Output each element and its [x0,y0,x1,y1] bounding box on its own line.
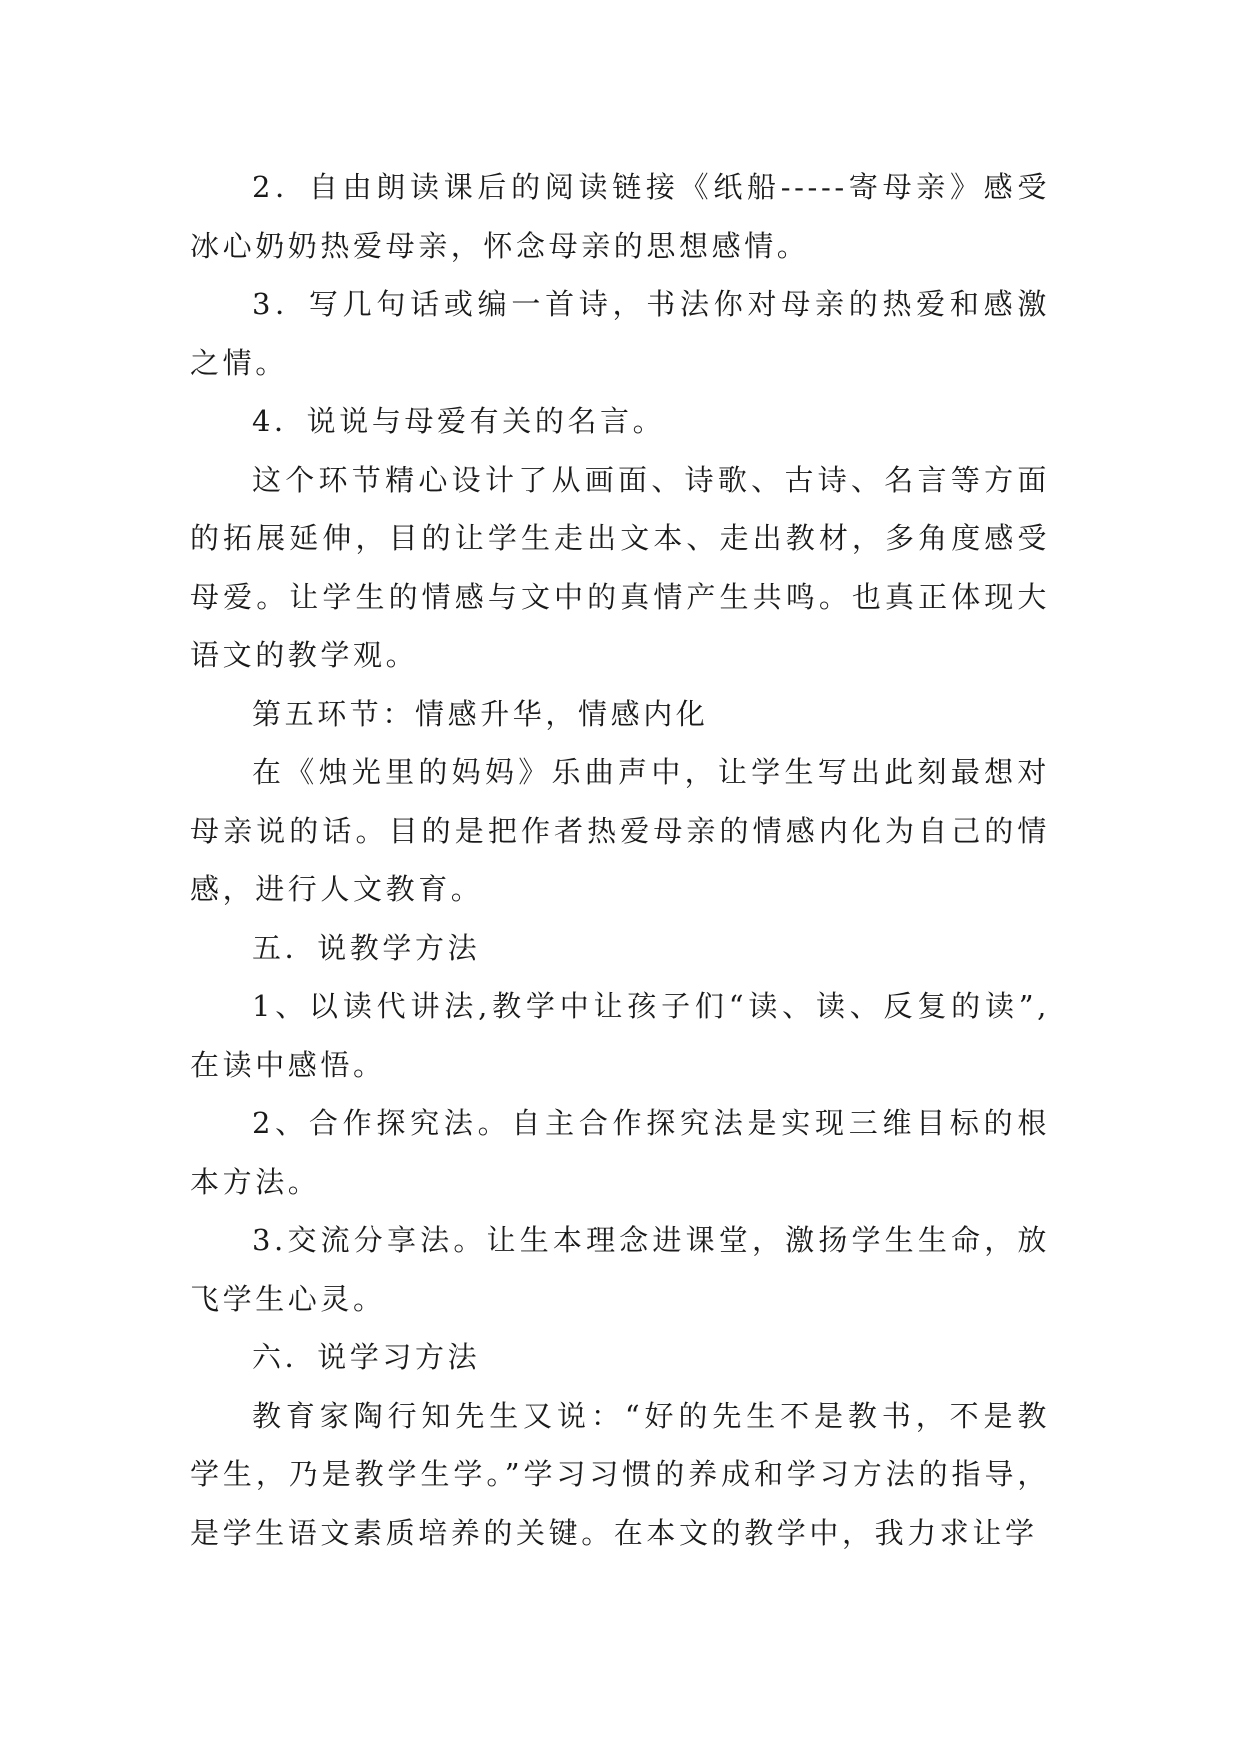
paragraph-method-reading: 1、以读代讲法,教学中让孩子们“读、读、反复的读”,在读中感悟。 [190,989,1050,1082]
paragraph-write-poem: 3．写几句话或编一首诗，书法你对母亲的热爱和感激之情。 [190,287,1050,380]
section-heading-stage-five: 第五环节：情感升华，情感内化 [252,696,709,731]
document-body [190,158,1050,1562]
paragraph-candlelight: 在《烛光里的妈妈》乐曲声中，让学生写出此刻最想对母亲说的话。目的是把作者热爱母亲的情感内化为自己的情感，进行人文教育。 [190,755,1050,906]
paragraph-tao-xingzhi: 教育家陶行知先生又说：“好的先生不是教书，不是教学生，乃是教学生学。”学习习惯的养成和学习方法的指导，是学生语文素质培养的关键。在本文的教学中，我力求让学 [190,1398,1050,1550]
paragraph-reading-link: 2．自由朗读课后的阅读链接《纸船-----寄母亲》感受冰心奶奶热爱母亲，怀念母亲的思想感情。 [190,170,1050,263]
section-heading-teaching-methods: 五．说教学方法 [252,930,481,965]
paragraph-extension-design: 这个环节精心设计了从画面、诗歌、古诗、名言等方面的拓展延伸，目的让学生走出文本、走出教材，多角度感受母爱。让学生的情感与文中的真情产生共鸣。也真正体现大语文的教学观。 [190,462,1050,672]
paragraph-quotes: 4．说说与母爱有关的名言。 [252,404,666,438]
paragraph-method-sharing: 3.交流分享法。让生本理念进课堂，激扬学生生命，放飞学生心灵。 [190,1223,1050,1316]
paragraph-method-cooperation: 2、合作探究法。自主合作探究法是实现三维目标的根本方法。 [190,1106,1050,1199]
section-heading-learning-methods: 六．说学习方法 [252,1340,481,1374]
